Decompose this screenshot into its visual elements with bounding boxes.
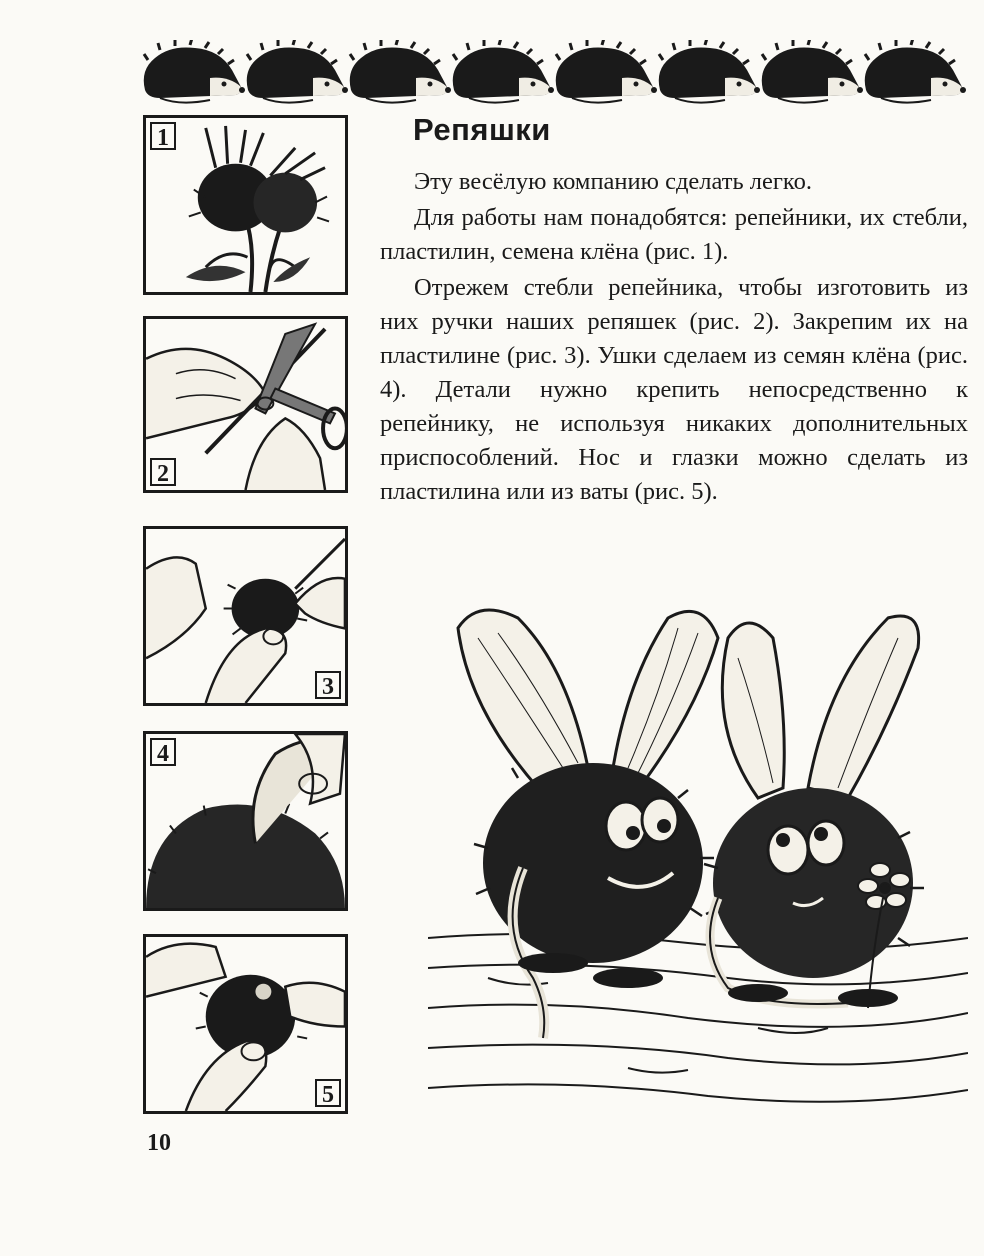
page-number: 10 bbox=[147, 1130, 171, 1156]
body-text bbox=[380, 165, 968, 509]
paragraph-2: Для работы нам понадобятся: репейники, их стебли, пластилин, семена клёна (рис. 1). bbox=[380, 204, 968, 265]
figure-number-2: 2 bbox=[150, 458, 176, 486]
figure-number-4: 4 bbox=[150, 738, 176, 766]
figure-number-5: 5 bbox=[315, 1079, 341, 1107]
figure-panel-3 bbox=[143, 526, 348, 706]
figure-panel-5 bbox=[143, 934, 348, 1114]
page-title: Репяшки bbox=[413, 112, 551, 147]
figure-number-1: 1 bbox=[150, 122, 176, 150]
burdock-bunnies-icon bbox=[428, 598, 968, 1110]
figure-panel-2 bbox=[143, 316, 348, 493]
paragraph-3: Отрежем стебли репейника, чтобы изготовить из них ручки наших репяшек (рис. 2). Закрепим их на пластилине (рис. 3). Ушки сделаем из семян клёна (рис. 4). Детали нужно крепить непосредственно к репейнику, не используя никаких дополнительных приспособлений. Нос и глазки можно сделать из пластилина или из ваты (рис. 5). bbox=[380, 274, 968, 505]
hedgehog-border-icon bbox=[140, 40, 970, 110]
figure-panel-4 bbox=[143, 731, 348, 911]
figure-panel-1 bbox=[143, 115, 348, 295]
paragraph-1: Эту весёлую компанию сделать легко. bbox=[414, 168, 812, 195]
figure-number-3: 3 bbox=[315, 671, 341, 699]
